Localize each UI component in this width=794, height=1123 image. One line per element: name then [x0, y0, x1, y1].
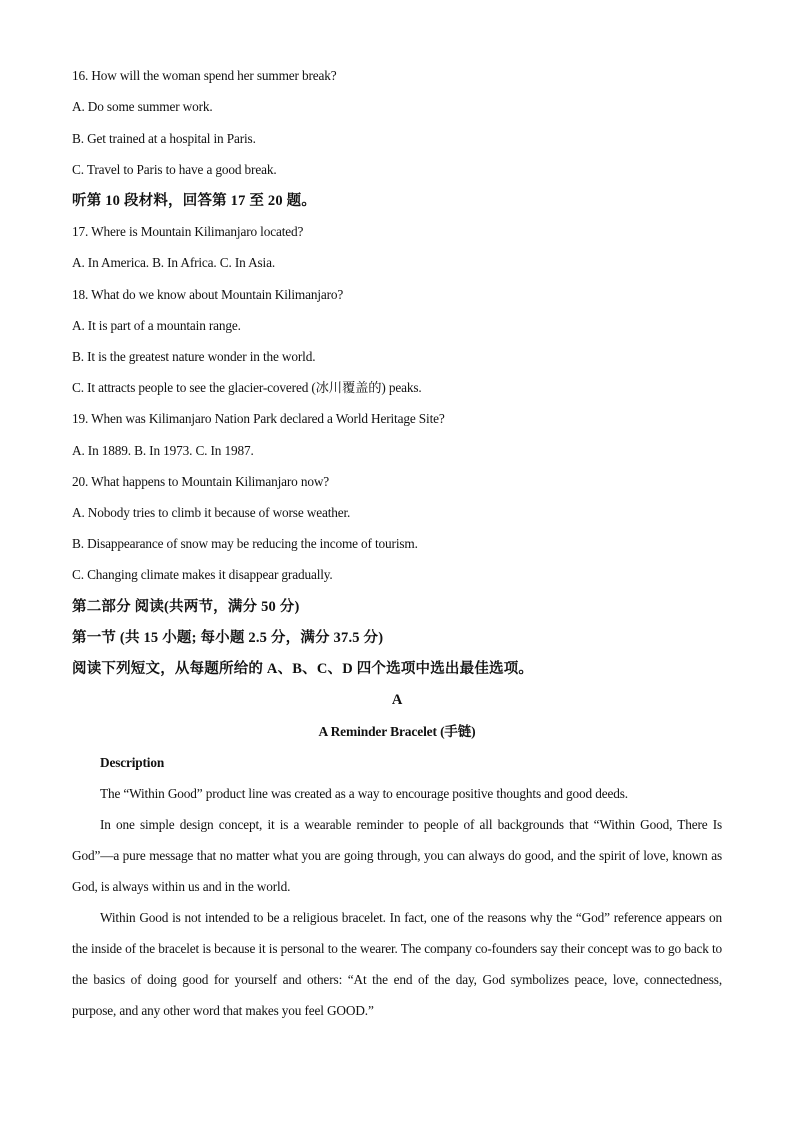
- question-16-option-b: B. Get trained at a hospital in Paris.: [72, 131, 256, 146]
- question-16-option-a: A. Do some summer work.: [72, 99, 213, 114]
- passage-paragraph-1: [72, 778, 722, 809]
- question-19: 19. When was Kilimanjaro Nation Park declared a World Heritage Site?: [72, 411, 445, 426]
- passage-paragraph-2: [72, 809, 722, 902]
- question-18-option-c: C. It attracts people to see the glacier-covered (冰川覆盖的) peaks.: [72, 380, 422, 395]
- section-intro: 听第 10 段材料，回答第 17 至 20 题。: [72, 193, 317, 209]
- question-16: 16. How will the woman spend her summer break?: [72, 68, 337, 83]
- passage-paragraph-3: [72, 902, 722, 1026]
- question-18: 18. What do we know about Mountain Kilimanjaro?: [72, 287, 344, 302]
- question-18-option-a: A. It is part of a mountain range.: [72, 318, 241, 333]
- question-17-options: A. In America. B. In Africa. C. In Asia.: [72, 255, 276, 270]
- question-18-option-b: B. It is the greatest nature wonder in the world.: [72, 349, 316, 364]
- part-two-heading: 第二部分 阅读(共两节，满分 50 分): [72, 599, 300, 615]
- reading-instruction: 阅读下列短文，从每题所给的 A、B、C、D 四个选项中选出最佳选项。: [72, 661, 534, 677]
- passage-title: A Reminder Bracelet (手链): [318, 724, 476, 739]
- question-19-options: A. In 1889. B. In 1973. C. In 1987.: [72, 443, 254, 458]
- passage-subheading: Description: [100, 755, 165, 770]
- question-16-option-c: C. Travel to Paris to have a good break.: [72, 162, 277, 177]
- question-17: 17. Where is Mountain Kilimanjaro located?: [72, 224, 304, 239]
- passage-letter: A: [391, 692, 403, 708]
- passage-paragraph-2-text: In one simple design concept, it is a wearable reminder to people of all backgrounds that “Within Good, There Is God”—a pure message that no matter what you are going through, you can always do good, and the spirit of love, known as God, is always within us and in the world.: [72, 817, 722, 894]
- question-20-option-a: A. Nobody tries to climb it because of worse weather.: [72, 505, 351, 520]
- section-one-heading: 第一节 (共 15 小题; 每小题 2.5 分，满分 37.5 分): [72, 630, 384, 646]
- question-20-option-c: C. Changing climate makes it disappear gradually.: [72, 567, 333, 582]
- question-20-option-b: B. Disappearance of snow may be reducing the income of tourism.: [72, 536, 418, 551]
- passage-paragraph-3-text: Within Good is not intended to be a religious bracelet. In fact, one of the reasons why the “God” reference appears on the inside of the bracelet is because it is personal to the wearer. The company co-founders say their concept was to go back to the basics of doing good for yourself and others: “At the end of the day, God symbolizes peace, love, connectedness, purpose, and any other word that makes you feel GOOD.”: [72, 910, 722, 1018]
- question-20: 20. What happens to Mountain Kilimanjaro now?: [72, 474, 330, 489]
- passage-paragraph-1-text: The “Within Good” product line was created as a way to encourage positive thoughts and good deeds.: [100, 786, 628, 801]
